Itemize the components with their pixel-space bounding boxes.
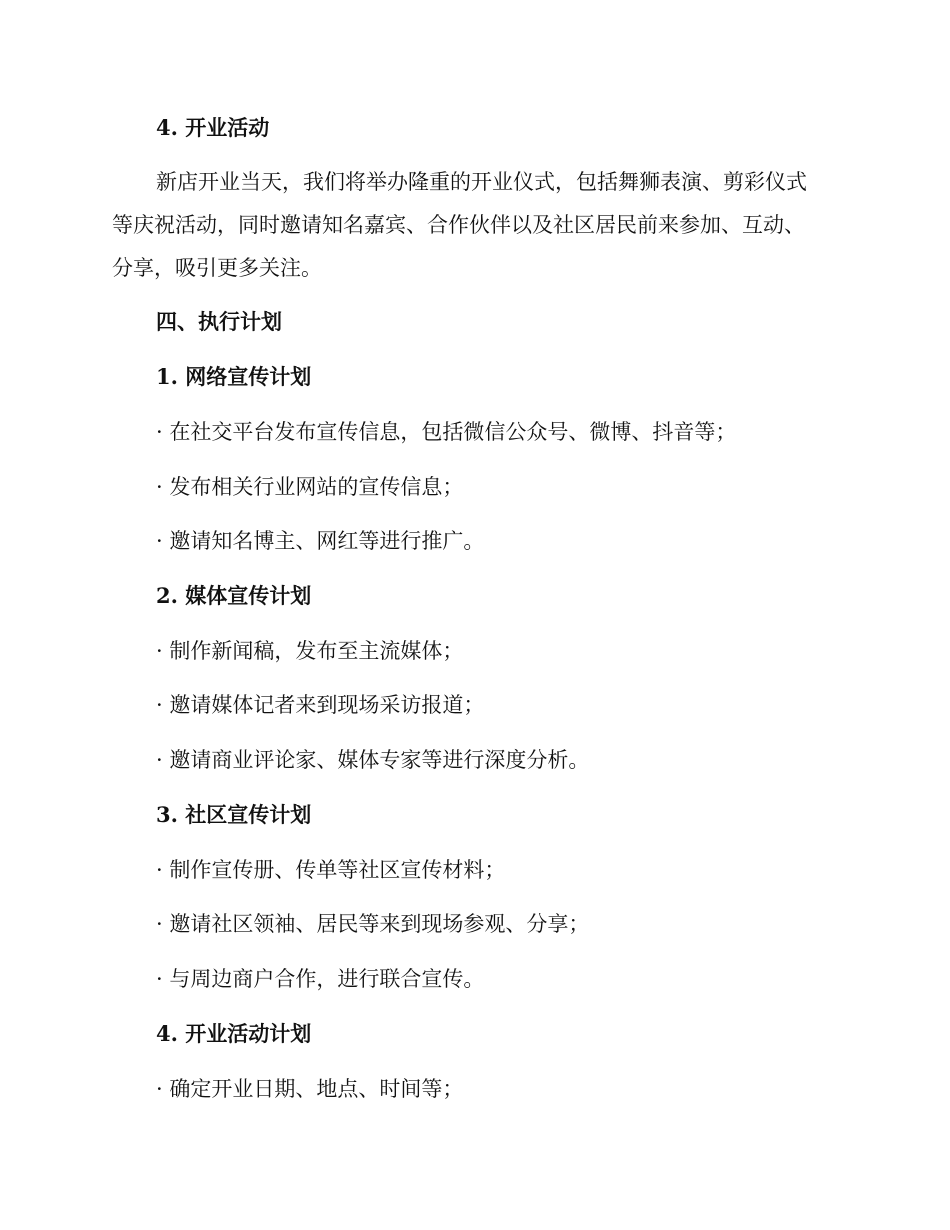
plan-heading-opening-event: 4. 开业活动计划 [156,1021,312,1046]
paragraph-line-3: 分享，吸引更多关注。 [112,256,322,280]
list-item: · 确定开业日期、地点、时间等； [156,1077,464,1101]
plan-heading-community: 3. 社区宣传计划 [156,802,312,827]
list-item: · 邀请社区领袖、居民等来到现场参观、分享； [156,912,590,936]
plan-heading-online: 1. 网络宣传计划 [156,364,312,389]
list-item: · 制作新闻稿，发布至主流媒体； [156,639,464,663]
paragraph-line-2: 等庆祝活动，同时邀请知名嘉宾、合作伙伴以及社区居民前来参加、互动、 [112,213,805,237]
list-item: · 邀请商业评论家、媒体专家等进行深度分析。 [156,748,590,772]
chapter-heading-execution-plan: 四、执行计划 [156,309,282,334]
list-item: · 发布相关行业网站的宣传信息； [156,475,464,499]
section-heading-opening-event: 4. 开业活动 [156,115,270,140]
list-item: · 在社交平台发布宣传信息，包括微信公众号、微博、抖音等； [156,420,737,444]
list-item: · 邀请媒体记者来到现场采访报道； [156,693,485,717]
list-item: · 邀请知名博主、网红等进行推广。 [156,529,485,553]
plan-heading-media: 2. 媒体宣传计划 [156,583,312,608]
paragraph-line-1: 新店开业当天，我们将举办隆重的开业仪式，包括舞狮表演、剪彩仪式 [156,170,807,194]
list-item: · 制作宣传册、传单等社区宣传材料； [156,858,506,882]
list-item: · 与周边商户合作，进行联合宣传。 [156,967,485,991]
